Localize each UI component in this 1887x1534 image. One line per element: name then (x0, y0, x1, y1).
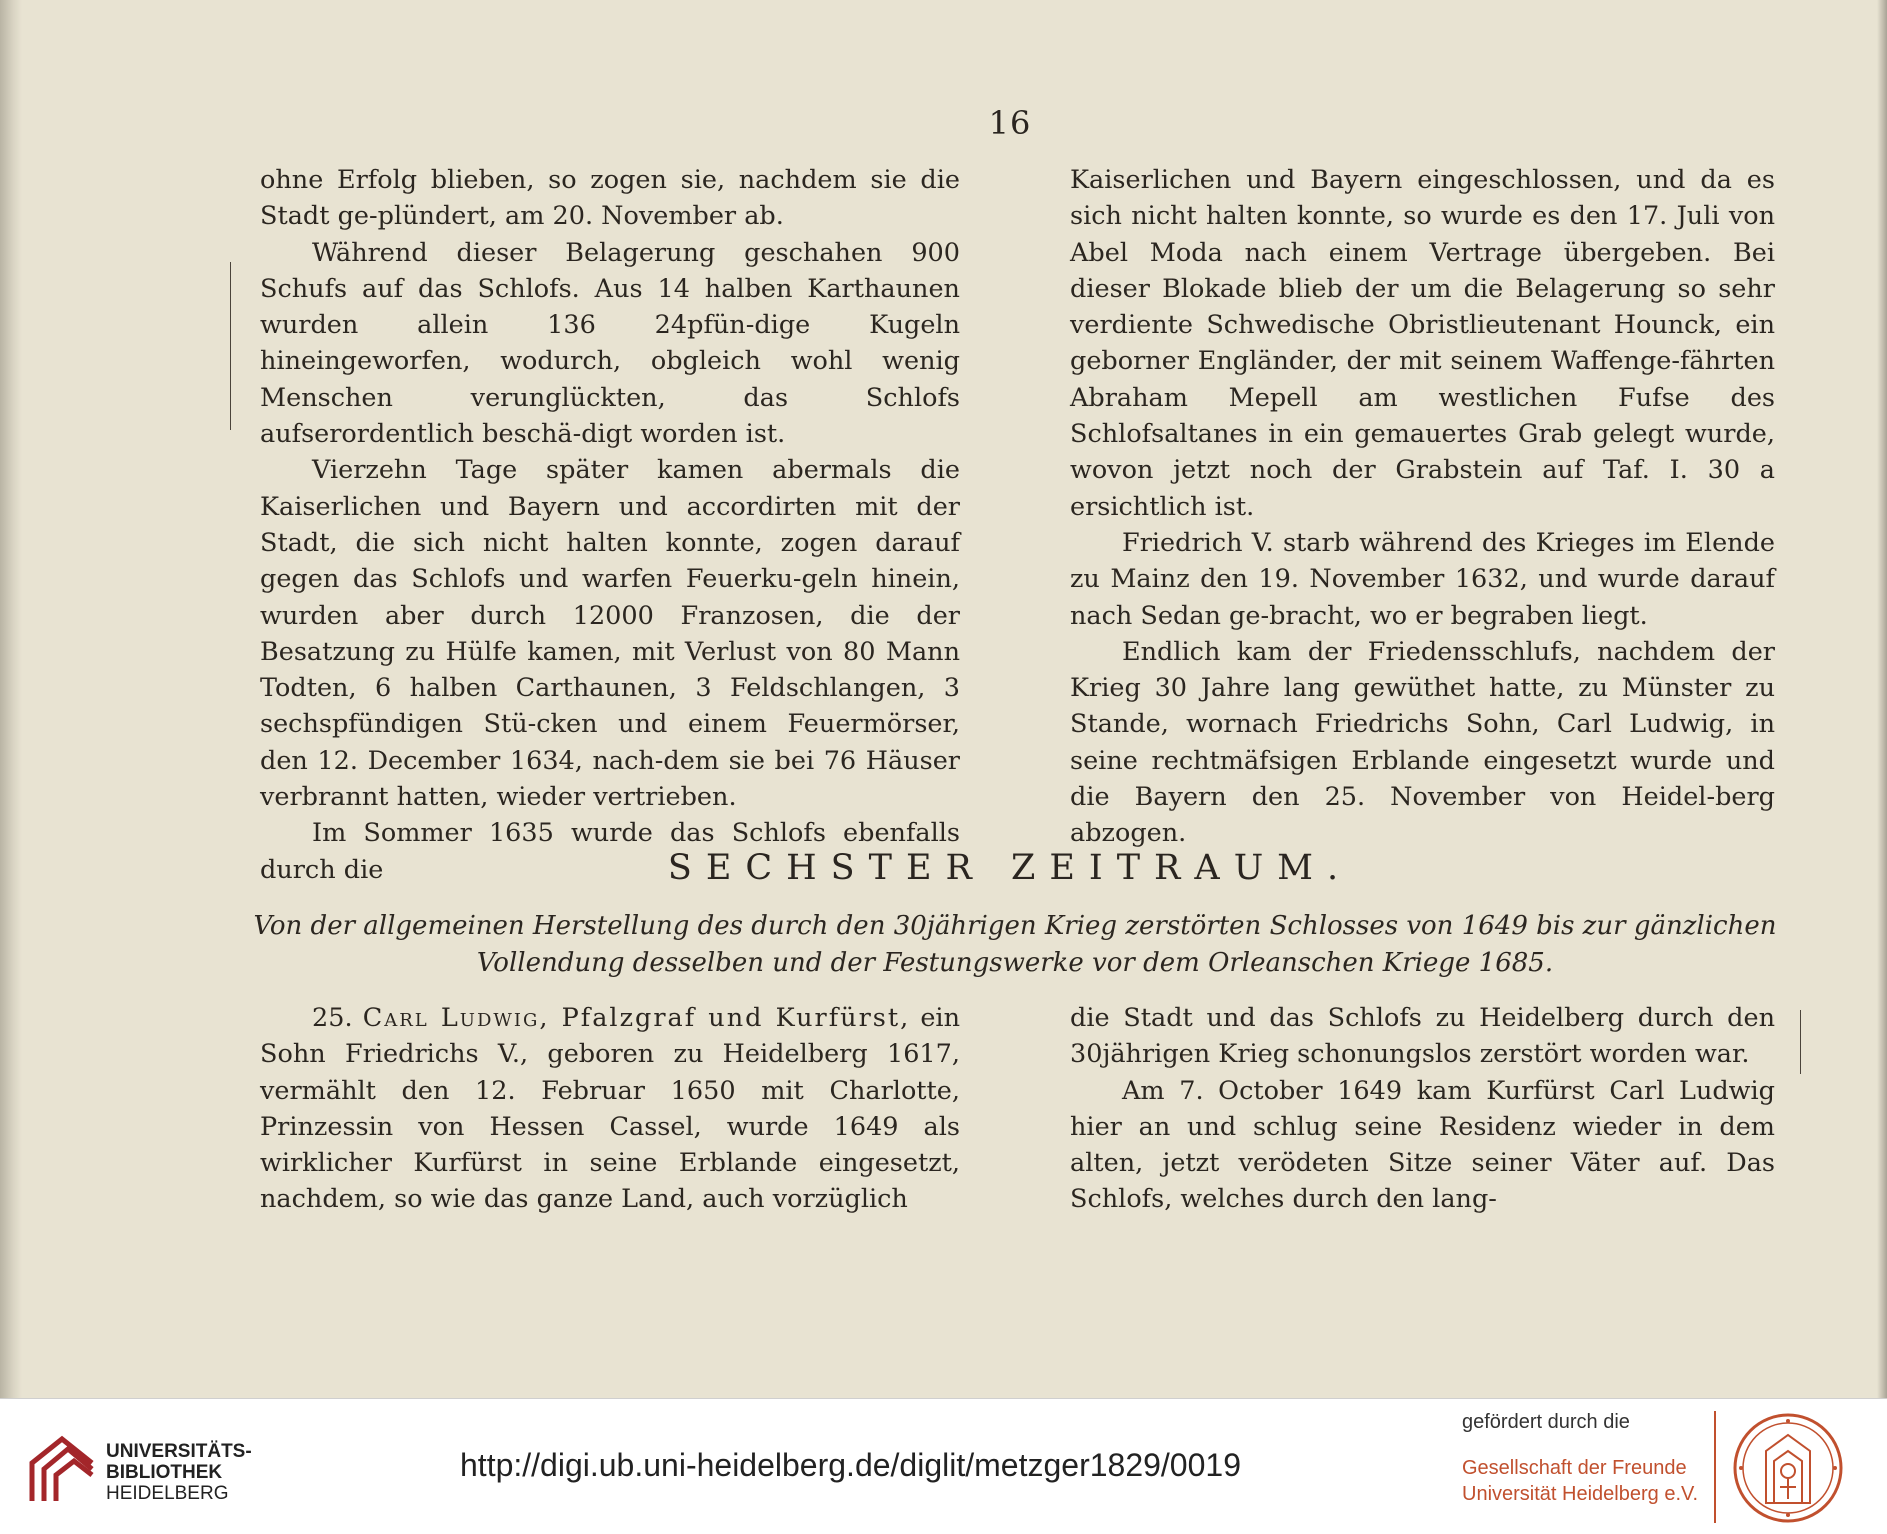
margin-line-right (1800, 1010, 1801, 1074)
library-name-line2: BIBLIOTHEK (106, 1462, 223, 1483)
funder-name (1462, 1455, 1698, 1507)
library-name-line1: UNIVERSITÄTS- (106, 1441, 252, 1462)
section-subtitle: Von der allgemeinen Herstellung des durch den 30jährigen Krieg zerstörten Schlosses von 1649 bis zur gänzlichen Vollendung desselben und der Festungswerke vor dem Orleanschen Kriege 1685. (253, 911, 1777, 978)
paragraph: Am 7. October 1649 kam Kurfürst Carl Ludwig hier an und schlug seine Residenz wieder in dem alten, jetzt verödeten Sitze seiner Väter auf. Das Schlofs, welches durch den lang- (1070, 1075, 1775, 1215)
funder-line2: Universität Heidelberg e.V. (1462, 1483, 1699, 1505)
digitization-footer (0, 1398, 1887, 1534)
page-edge-shadow (1877, 0, 1887, 1398)
page-number: 16 (988, 104, 1032, 142)
text-column-left-top (260, 162, 960, 888)
text-column-right-bottom (1070, 1000, 1775, 1218)
paragraph: Kaiserlichen und Bayern eingeschlossen, und da es sich nicht halten konnte, so wurde es den 17. Juli von Abel Moda nach einem Vertrage übergeben. Bei dieser Blokade blieb der um die Belagerung so sehr verdiente Schwedische Obristlieutenant Hounck, ein geborner Engländer, der mit seinem Waffenge-fährten Abraham Mepell am westlichen Fufse des Schlofsaltanes in ein gemauertes Grab gelegt wurde, wovon jetzt noch der Grabstein auf Taf. I. 30 a ersichtlich ist. (1070, 165, 1775, 522)
paragraph: Endlich kam der Friedensschlufs, nachdem der Krieg 30 Jahre lang gewüthet hatte, zu Münster zu Stande, wornach Friedrichs Sohn, Carl Ludwig, in seine rechtmäfsigen Erblande eingesetzt wurde und die Bayern den 25. November von Heidel-berg abzogen. (1070, 636, 1775, 849)
paragraph: ohne Erfolg blieben, so zogen sie, nachdem sie die Stadt ge-plündert, am 20. November ab. (260, 165, 960, 232)
text-column-left-bottom (260, 1000, 960, 1218)
page-spine-shadow (0, 0, 22, 1398)
text-column-right-top (1070, 162, 1775, 852)
entry-title: , Pfalzgraf und Kurfürst, (539, 1003, 911, 1033)
entry-number: 25. (312, 1003, 353, 1033)
footer-divider (1714, 1411, 1716, 1523)
library-name (106, 1441, 252, 1504)
paragraph: die Stadt und das Schlofs zu Heidelberg durch den 30jährigen Krieg schonungslos zerstört worden war. (1070, 1003, 1775, 1070)
entry-name: Carl Ludwig (362, 1003, 540, 1033)
margin-line-left (230, 262, 231, 430)
paragraph: Während dieser Belagerung geschahen 900 Schufs auf das Schlofs. Aus 14 halben Karthaunen wurden allein 136 24pfün-dige Kugeln hineingeworfen, wodurch, obgleich wohl wenig Menschen verunglückten, das Schlofs aufserordentlich beschä-digt worden ist. (260, 237, 960, 450)
library-name-line3: HEIDELBERG (106, 1483, 229, 1504)
entry-text: ein Sohn Friedrichs V., geboren zu Heidelberg 1617, vermählt den 12. Februar 1650 mit Charlotte, Prinzessin von Hessen Cassel, wurde 1649 als wirklicher Kurfürst in seine Erblande eingesetzt, nachdem, so wie das ganze Land, auch vorzüglich (260, 1003, 961, 1215)
paragraph: Vierzehn Tage später kamen abermals die Kaiserlichen und Bayern und accordirten mit der Stadt, die sich nicht halten konnte, zogen darauf gegen das Schlofs und warfen Feuerku-geln hinein, wurden aber durch 12000 Franzosen, die der Besatzung zu Hülfe kamen, mit Verlust von 80 Mann Todten, 6 halben Carthaunen, 3 Feldschlangen, 3 sechspfündigen Stü-cken und einem Feuermörser, den 12. December 1634, nach-dem sie bei 76 Häuser verbrannt hatten, wieder vertrieben. (260, 455, 960, 813)
paragraph (260, 1000, 960, 1218)
library-logo-icon (22, 1429, 102, 1509)
funder-line1: Gesellschaft der Freunde (1462, 1457, 1687, 1479)
paragraph: Im Sommer 1635 wurde das Schlofs ebenfalls durch die (260, 818, 960, 885)
section-title: SECHSTER ZEITRAUM. (667, 848, 1353, 888)
paragraph: Friedrich V. starb während des Krieges im Elende zu Mainz den 19. November 1632, und wurde darauf nach Sedan ge-bracht, wo er begraben liegt. (1070, 527, 1775, 631)
funded-by-label: gefördert durch die (1462, 1411, 1630, 1433)
university-seal-icon (1728, 1411, 1848, 1526)
source-url-link[interactable]: http://digi.ub.uni-heidelberg.de/diglit/metzger1829/0019 (460, 1447, 1241, 1483)
